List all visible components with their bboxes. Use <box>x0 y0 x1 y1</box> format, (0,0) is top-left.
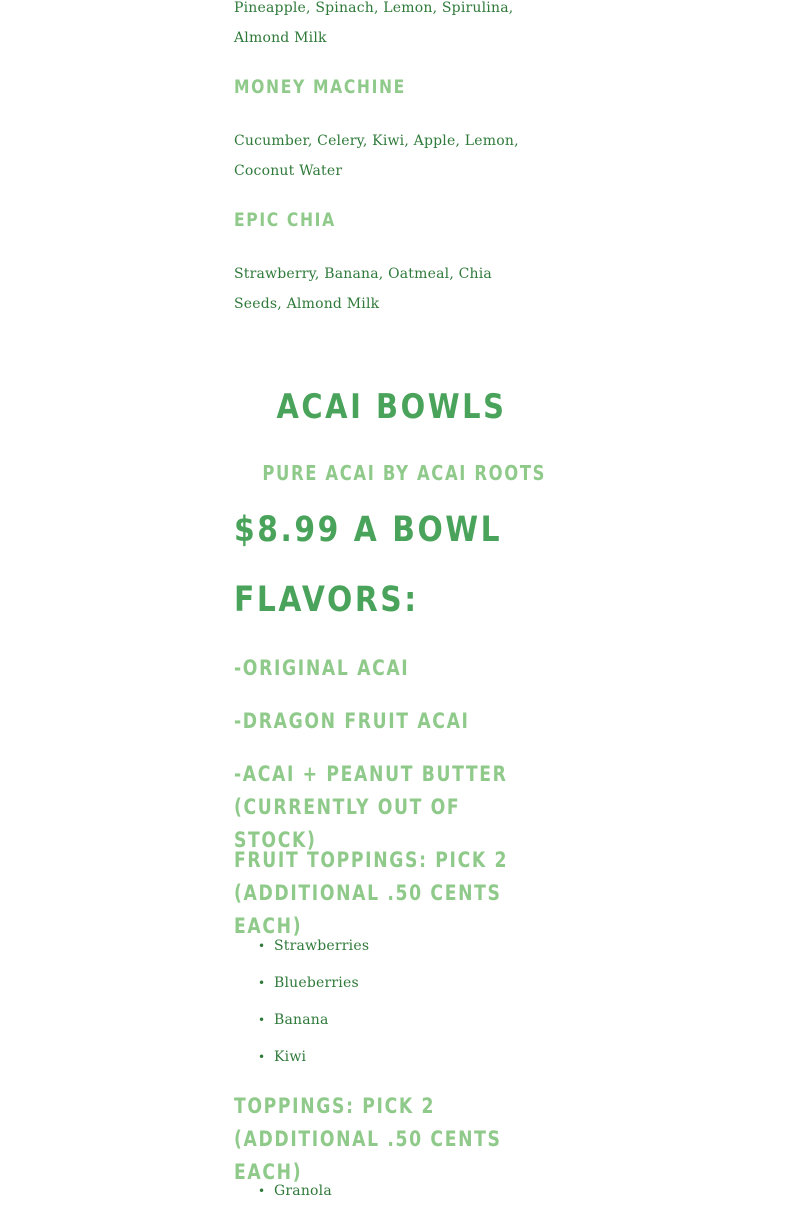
bullet-icon: • <box>258 1013 266 1027</box>
section-title-acai-bowls: ACAI BOWLS <box>276 387 507 427</box>
fruit-topping-label: Banana <box>274 1012 329 1028</box>
flavors-heading: FLAVORS: <box>234 580 419 620</box>
list-item <box>234 1180 534 1217</box>
topping-label: Granola <box>274 1183 332 1199</box>
smoothie-ingredients-money-machine: Cucumber, Celery, Kiwi, Apple, Lemon, Coconut Water <box>234 133 519 179</box>
list-item <box>234 972 534 1009</box>
list-item <box>234 935 534 972</box>
price-heading: $8.99 A BOWL <box>234 510 503 550</box>
smoothie-ingredients-prev: Pineapple, Spinach, Lemon, Spirulina, Almond Milk <box>234 0 514 46</box>
toppings-heading: TOPPINGS: PICK 2 (ADDITIONAL .50 CENTS EACH) <box>234 1094 502 1184</box>
bullet-icon: • <box>258 939 266 953</box>
fruit-topping-label: Kiwi <box>274 1049 307 1065</box>
fruit-topping-label: Strawberries <box>274 938 370 954</box>
bullet-icon: • <box>258 1050 266 1064</box>
toppings-list <box>234 1180 534 1217</box>
bullet-icon: • <box>258 1184 266 1198</box>
fruit-toppings-list <box>234 935 534 1083</box>
smoothie-name-epic-chia: EPIC CHIA <box>234 209 336 231</box>
bullet-icon: • <box>258 976 266 990</box>
smoothie-name-money-machine: MONEY MACHINE <box>234 76 406 98</box>
flavor-item: -DRAGON FRUIT ACAI <box>234 709 470 733</box>
flavor-item: -ORIGINAL ACAI <box>234 656 410 680</box>
list-item <box>234 1009 534 1046</box>
flavor-item: -ACAI + PEANUT BUTTER (CURRENTLY OUT OF STOCK) <box>234 762 508 852</box>
fruit-toppings-heading: FRUIT TOPPINGS: PICK 2 (ADDITIONAL .50 CENTS EACH) <box>234 848 509 938</box>
smoothie-ingredients-epic-chia: Strawberry, Banana, Oatmeal, Chia Seeds, Almond Milk <box>234 266 492 312</box>
section-subtitle: PURE ACAI BY ACAI ROOTS <box>262 461 547 485</box>
fruit-topping-label: Blueberries <box>274 975 359 991</box>
list-item <box>234 1046 534 1083</box>
